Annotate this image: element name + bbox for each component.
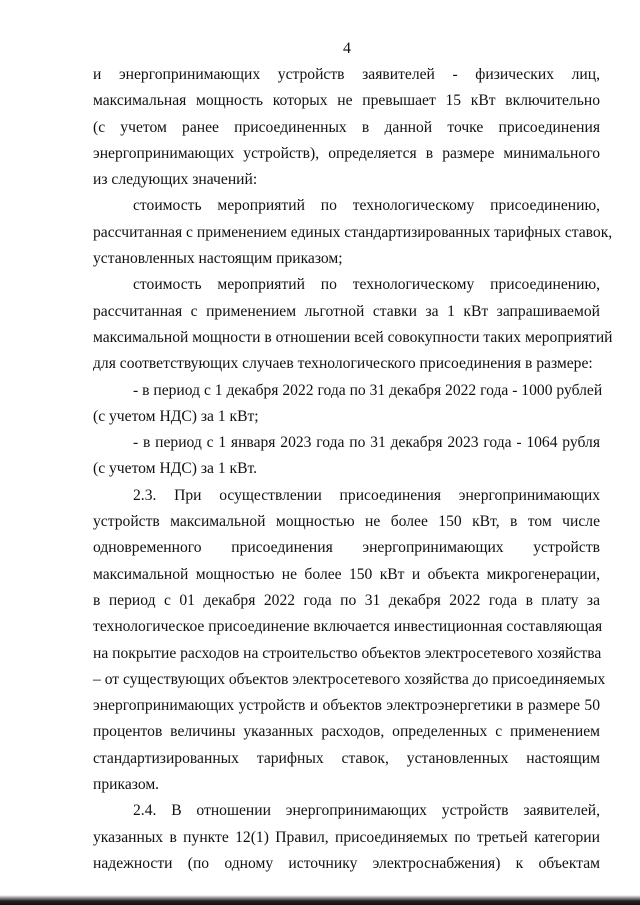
text-line: 2.3. При осуществлении присоединения энергопринимающих bbox=[133, 486, 600, 504]
text-line: стоимость мероприятий по технологическому присоединению, bbox=[133, 197, 600, 215]
paragraph bbox=[93, 62, 600, 193]
paragraph bbox=[93, 378, 603, 431]
text-line: максимальная мощность которых не превышает 15 кВт включительно bbox=[93, 92, 600, 110]
text-line: процентов величины указанных расходов, определенных с применением bbox=[93, 723, 600, 741]
text-line: - в период с 1 декабря 2022 года по 31 декабря 2022 года - 1000 рублей bbox=[133, 381, 603, 399]
text-line: одновременного присоединения энергопринимающих устройств bbox=[93, 539, 600, 557]
text-line: из следующих значений: bbox=[93, 171, 258, 189]
text-line: (с учетом НДС) за 1 кВт. bbox=[93, 460, 258, 478]
text-line: стандартизированных тарифных ставок, установленных настоящим bbox=[93, 749, 600, 767]
text-line: максимальной мощностью не более 150 кВт и объекта микрогенерации, bbox=[93, 565, 600, 583]
text-line: на покрытие расходов на строительство объектов электросетевого хозяйства bbox=[93, 644, 602, 662]
text-line: рассчитанная с применением единых стандартизированных тарифных ставок, bbox=[93, 223, 613, 241]
text-line: указанных в пункте 12(1) Правил, присоединяемых по третьей категории bbox=[93, 828, 600, 846]
paragraph bbox=[93, 483, 606, 799]
text-line: технологическое присоединение включается инвестиционная составляющая bbox=[93, 618, 603, 636]
text-line: стоимость мероприятий по технологическому присоединению, bbox=[133, 276, 600, 294]
paragraph bbox=[93, 798, 600, 877]
paragraph bbox=[93, 193, 613, 272]
text-line: максимальной мощности в отношении всей совокупности таких мероприятий bbox=[93, 328, 613, 346]
paragraph bbox=[93, 272, 613, 377]
text-line: в период с 01 декабря 2022 года по 31 декабря 2022 года в плату за bbox=[93, 591, 600, 609]
text-line: энергопринимающих устройств и объектов электроэнергетики в размере 50 bbox=[93, 697, 600, 715]
page-number: 4 bbox=[343, 40, 351, 57]
scan-edge bbox=[0, 895, 640, 905]
text-line: (с учетом ранее присоединенных в данной точке присоединения bbox=[93, 118, 600, 136]
paragraph bbox=[93, 430, 600, 483]
text-line: (с учетом НДС) за 1 кВт; bbox=[93, 407, 259, 425]
text-line: для соответствующих случаев технологического присоединения в размере: bbox=[93, 355, 593, 373]
text-line: надежности (по одному источнику электроснабжения) к объектам bbox=[93, 854, 600, 872]
text-line: 2.4. В отношении энергопринимающих устройств заявителей, bbox=[133, 802, 600, 820]
text-line: и энергопринимающих устройств заявителей - физических лиц, bbox=[93, 66, 600, 83]
text-line: энергопринимающих устройств), определяется в размере минимального bbox=[93, 144, 600, 162]
text-line: - в период с 1 января 2023 года по 31 декабря 2023 года - 1064 рубля bbox=[133, 434, 600, 452]
document-body bbox=[93, 62, 613, 877]
text-line: приказом. bbox=[93, 776, 160, 794]
text-line: установленных настоящим приказом; bbox=[93, 250, 343, 268]
text-line: устройств максимальной мощностью не более 150 кВт, в том числе bbox=[93, 513, 600, 531]
text-line: рассчитанная с применением льготной ставки за 1 кВт запрашиваемой bbox=[93, 302, 600, 320]
text-line: – от существующих объектов электросетевого хозяйства до присоединяемых bbox=[93, 670, 606, 688]
